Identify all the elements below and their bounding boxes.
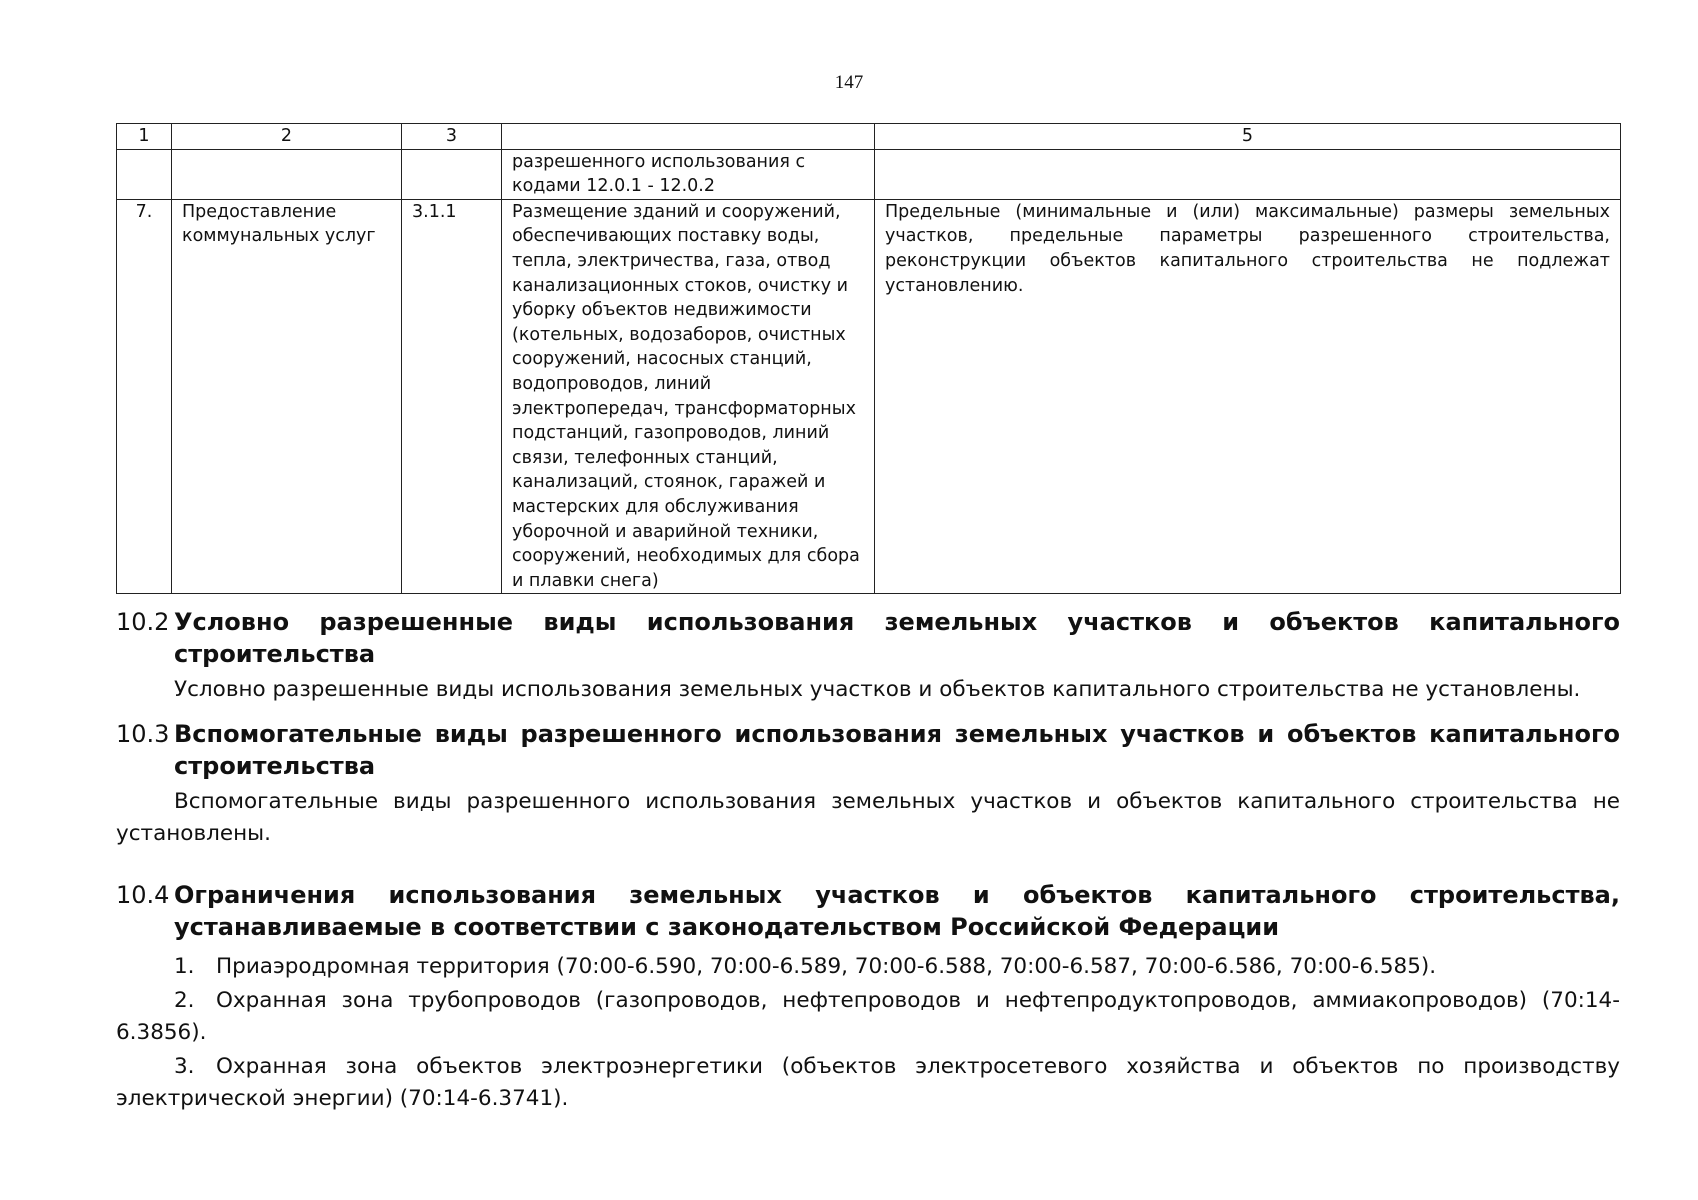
section-title: Ограничения использования земельных участков и объектов капитального строительства, устанавливаемые в соответствии с законодательством Российской Федерации: [174, 881, 1620, 941]
list-item: [116, 1051, 1620, 1115]
section-heading: [116, 606, 1620, 670]
use-description-cell: Размещение зданий и сооружений, обеспечивающих поставку воды, тепла, электричества, газа, отвод канализационных стоков, очистку и уборку объектов недвижимости (котельных, водозаборов, очистных сооружений, насосных станций, водопроводов, линий электропередач, трансформаторных подстанций, газопроводов, линий связи, телефонных станций, канализаций, стоянок, гаражей и мастерских для обслуживания уборочной и аварийной техники, сооружений, необходимых для сбора и плавки снега): [502, 199, 875, 594]
list-item-number: 3.: [174, 1054, 195, 1079]
column-header: 1: [117, 124, 172, 150]
use-code-cell: 3.1.1: [402, 199, 502, 594]
row-number-cell: [117, 149, 172, 199]
section-10-3: [116, 718, 1620, 850]
use-name-cell: [172, 149, 402, 199]
section-number: 10.2: [116, 608, 170, 636]
table-row: [117, 149, 1621, 199]
page-number: 147: [834, 72, 864, 93]
use-description-cell: разрешенного использования с кодами 12.0.1 - 12.0.2: [502, 149, 875, 199]
list-item: [116, 985, 1620, 1049]
section-heading: [116, 879, 1620, 943]
land-use-table: [116, 123, 1621, 594]
list-item: [116, 951, 1620, 983]
column-header: 3: [402, 124, 502, 150]
section-text: Вспомогательные виды разрешенного использования земельных участков и объектов капитального строительства не установлены.: [116, 789, 1620, 846]
column-header: 2: [172, 124, 402, 150]
section-heading: [116, 718, 1620, 782]
restrictions-list: [116, 951, 1620, 1115]
section-10-4: [116, 879, 1620, 1115]
section-number: 10.3: [116, 720, 170, 748]
section-title: Вспомогательные виды разрешенного использования земельных участков и объектов капитального строительства: [174, 720, 1620, 780]
use-code-cell: [402, 149, 502, 199]
use-name-cell: Предоставление коммунальных услуг: [172, 199, 402, 594]
table-header-row: [117, 124, 1621, 150]
row-number-cell: 7.: [117, 199, 172, 594]
section-number: 10.4: [116, 881, 170, 909]
list-item-number: 2.: [174, 988, 195, 1013]
section-text: Условно разрешенные виды использования земельных участков и объектов капитального строительства не установлены.: [174, 677, 1581, 702]
list-item-text: Охранная зона объектов электроэнергетики (объектов электросетевого хозяйства и объектов по производству электрической энергии) (70:14-6.3741).: [116, 1054, 1620, 1111]
table-row: [117, 199, 1621, 594]
list-item-number: 1.: [174, 954, 195, 979]
list-item-text: Приаэродромная территория (70:00-6.590, 70:00-6.589, 70:00-6.588, 70:00-6.587, 70:00-6.586, 70:00-6.585).: [216, 954, 1437, 979]
parameters-cell: [875, 149, 1621, 199]
list-item-text: Охранная зона трубопроводов (газопроводов, нефтепроводов и нефтепродуктопроводов, аммиакопроводов) (70:14-6.3856).: [116, 988, 1620, 1045]
parameters-cell: Предельные (минимальные и (или) максимальные) размеры земельных участков, предельные параметры разрешенного строительства, реконструкции объектов капитального строительства не подлежат установлению.: [875, 199, 1621, 594]
column-header: 5: [875, 124, 1621, 150]
section-10-2: [116, 606, 1620, 706]
column-header: [502, 124, 875, 150]
section-title: Условно разрешенные виды использования земельных участков и объектов капитального строительства: [174, 608, 1620, 668]
